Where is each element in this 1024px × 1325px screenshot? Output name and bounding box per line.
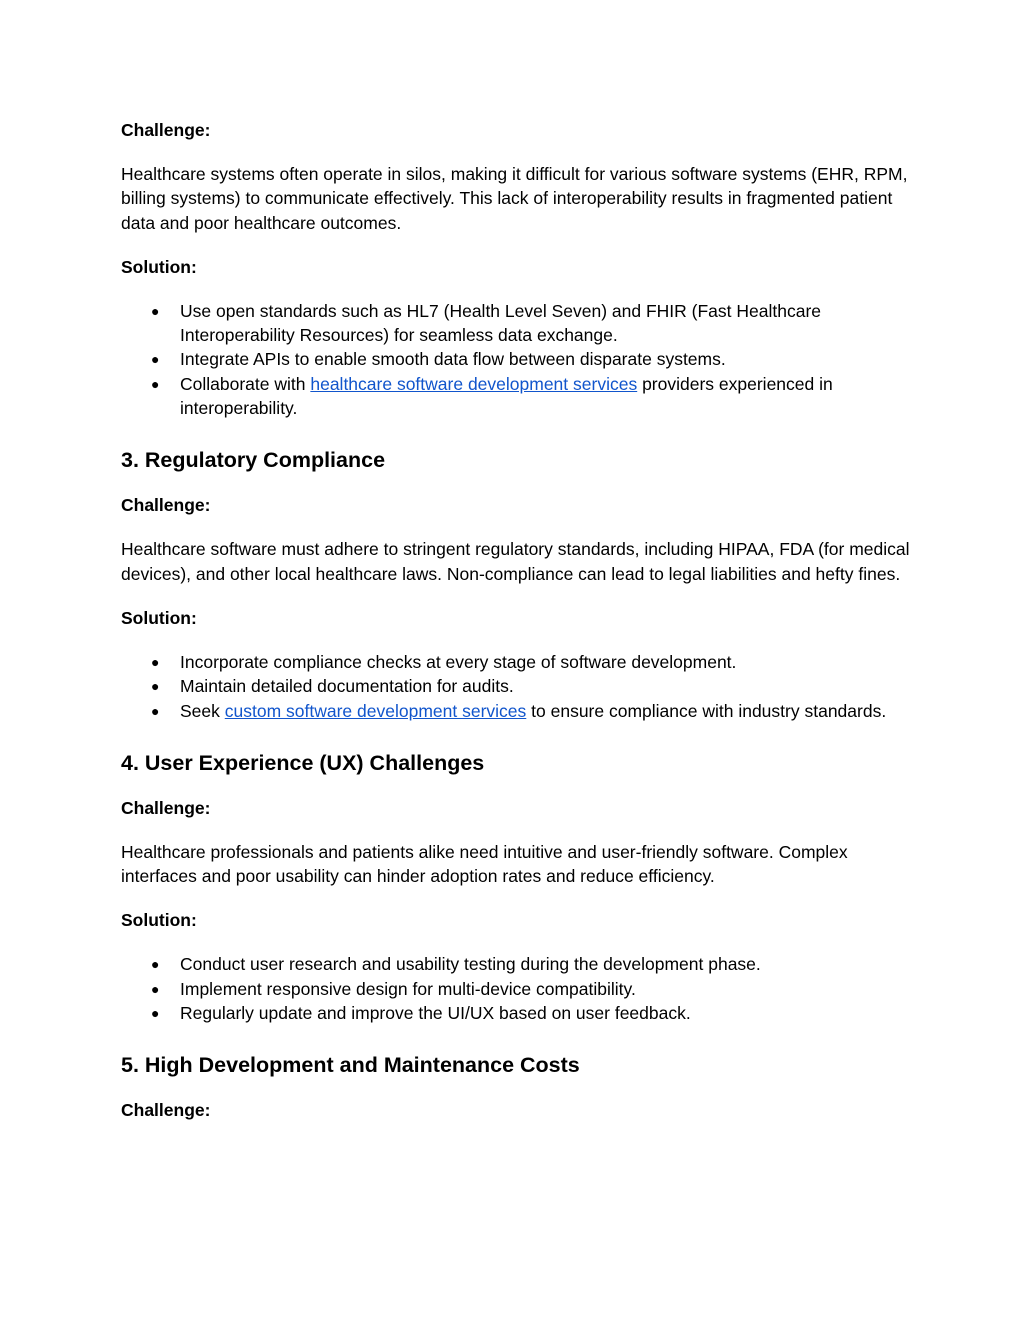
bullet-icon: ●: [151, 653, 160, 670]
solution-list: [121, 299, 911, 420]
section-heading: 3. Regulatory Compliance: [121, 448, 386, 473]
bullet-icon: ●: [151, 678, 160, 695]
challenge-label: Challenge:: [121, 120, 211, 140]
list-item: ● Incorporate compliance checks at every stage of software development.: [121, 650, 911, 674]
bullet-icon: ●: [151, 1005, 160, 1022]
list-item: ● Integrate APIs to enable smooth data flow between disparate systems.: [121, 347, 911, 371]
challenge-text: Healthcare professionals and patients alike need intuitive and user-friendly software. Complex interfaces and poor usability can hinder adoption rates and reduce efficiency.: [121, 841, 848, 887]
challenge-label: Challenge:: [121, 1100, 211, 1121]
bullet-icon: ●: [151, 956, 160, 973]
bullet-icon: ●: [151, 980, 160, 997]
bullet-icon: ●: [151, 302, 160, 319]
challenge-label: Challenge:: [121, 495, 211, 516]
healthcare-services-link[interactable]: healthcare software development services: [310, 373, 638, 394]
solution-list: [121, 650, 911, 723]
list-item: ● Use open standards such as HL7 (Health Level Seven) and FHIR (Fast Healthcare Interoperability Resources) for seamless data exchange.: [151, 300, 822, 346]
bullet-icon: ●: [151, 702, 160, 719]
challenge-text: Healthcare systems often operate in silos, making it difficult for various software systems (EHR, RPM, billing systems) to communicate effectively. This lack of interoperability results in fragmented patient data and poor healthcare outcomes.: [121, 164, 908, 233]
challenge-text: Healthcare software must adhere to stringent regulatory standards, including HIPAA, FDA (for medical devices), and other local healthcare laws. Non-compliance can lead to legal liabilities and hefty fines.: [121, 539, 910, 584]
challenge-label: Challenge:: [121, 797, 211, 818]
list-item: ● Maintain detailed documentation for audits.: [121, 674, 911, 698]
document-page: [121, 118, 911, 1122]
list-item: ● Seek custom software development services to ensure compliance with industry standards.: [121, 699, 911, 723]
list-item: ● Regularly update and improve the UI/UX based on user feedback.: [121, 1001, 911, 1025]
section-heading: 5. High Development and Maintenance Costs: [121, 1053, 580, 1078]
section-heading: 4. User Experience (UX) Challenges: [121, 750, 485, 775]
list-item: ● Implement responsive design for multi-device compatibility.: [121, 977, 911, 1001]
custom-services-link[interactable]: custom software development services: [224, 700, 527, 721]
solution-label: Solution:: [121, 910, 197, 931]
list-item: ● Collaborate with healthcare software development services providers experienced in interoperability.: [151, 373, 833, 419]
solution-label: Solution:: [121, 607, 197, 628]
solution-label: Solution:: [121, 256, 197, 277]
list-item: ● Conduct user research and usability testing during the development phase.: [121, 952, 911, 976]
bullet-icon: ●: [151, 351, 160, 368]
solution-list: [121, 952, 911, 1025]
bullet-icon: ●: [151, 375, 160, 392]
